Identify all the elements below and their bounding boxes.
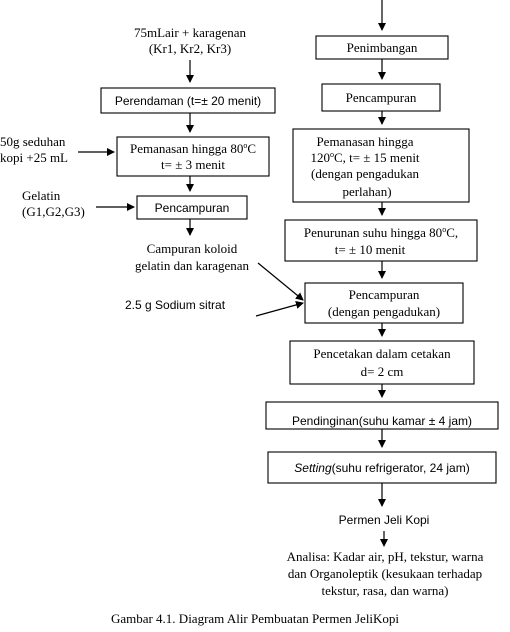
karagenan-input-line2: (Kr1, Kr2, Kr3) — [148, 41, 232, 56]
right-flow — [266, 0, 498, 598]
figure-caption: Gambar 4.1. Diagram Alir Pembuatan Permen JeliKopi — [110, 611, 400, 626]
gelatin-input-line1: Gelatin — [22, 188, 61, 203]
box-pencampuran-1-label: Pencampuran — [345, 90, 417, 105]
box-pemanasan-80-line1: Pemanasan hingga 80$^o$C — [129, 141, 257, 156]
box-penurunan-suhu-line1: Penurunan suhu hingga 80$^o$C, — [303, 225, 459, 240]
coffee-input-line1: 50g seduhan — [0, 134, 66, 149]
box-pemanasan-120-line3: (dengan pengadukan — [311, 166, 419, 181]
gelatin-input-line2: (G1,G2,G3) — [22, 204, 85, 219]
box-penurunan-suhu-line2: t= ± 10 menit — [334, 242, 406, 257]
box-pencetakan-line2: d= 2 cm — [360, 364, 404, 379]
box-penimbangan-label: Penimbangan — [346, 40, 418, 55]
box-pemanasan-120-line2: 120$^o$C, t= ± 15 menit — [310, 150, 420, 165]
coffee-input-line2: kopi +25 mL — [0, 150, 68, 165]
sodium-citrate-label: 2.5 g Sodium sitrat — [125, 298, 226, 312]
analysis-line2: dan Organoleptik (kesukaan terhadap — [287, 566, 483, 581]
karagenan-input-line1: 75mLair + karagenan — [133, 25, 247, 40]
arrow-citrate-to-mix2 — [256, 303, 303, 316]
analysis-line1: Analisa: Kadar air, pH, tekstur, warna — [286, 549, 484, 564]
box-setting-label: Setting(suhu refrigerator, 24 jam) — [294, 461, 470, 475]
product-label: Permen Jeli Kopi — [338, 513, 430, 527]
box-perendaman-label: Perendaman (t=± 20 menit) — [114, 94, 262, 108]
box-pemanasan-120-line4: perlahan) — [342, 184, 392, 199]
box-pemanasan-120-line1: Pemanasan hingga — [316, 134, 414, 149]
box-pencampuran-left-label: Pencampuran — [154, 201, 230, 215]
box-pencampuran-2-line1: Pencampuran — [348, 287, 420, 302]
left-flow — [0, 25, 303, 316]
colloid-line1: Campuran koloid — [146, 241, 238, 256]
box-pencetakan-line1: Pencetakan dalam cetakan — [313, 346, 451, 361]
box-pencampuran-2-line2: (dengan pengadukan) — [327, 304, 441, 319]
box-pemanasan-80-line2: t= ± 3 menit — [161, 157, 225, 172]
box-pendinginan-label: Pendinginan(suhu kamar ± 4 jam) — [291, 414, 473, 428]
analysis-line3: tekstur, rasa, dan warna) — [321, 583, 449, 598]
arrow-colloid-to-mix2 — [258, 263, 303, 300]
colloid-line2: gelatin dan karagenan — [134, 258, 250, 273]
